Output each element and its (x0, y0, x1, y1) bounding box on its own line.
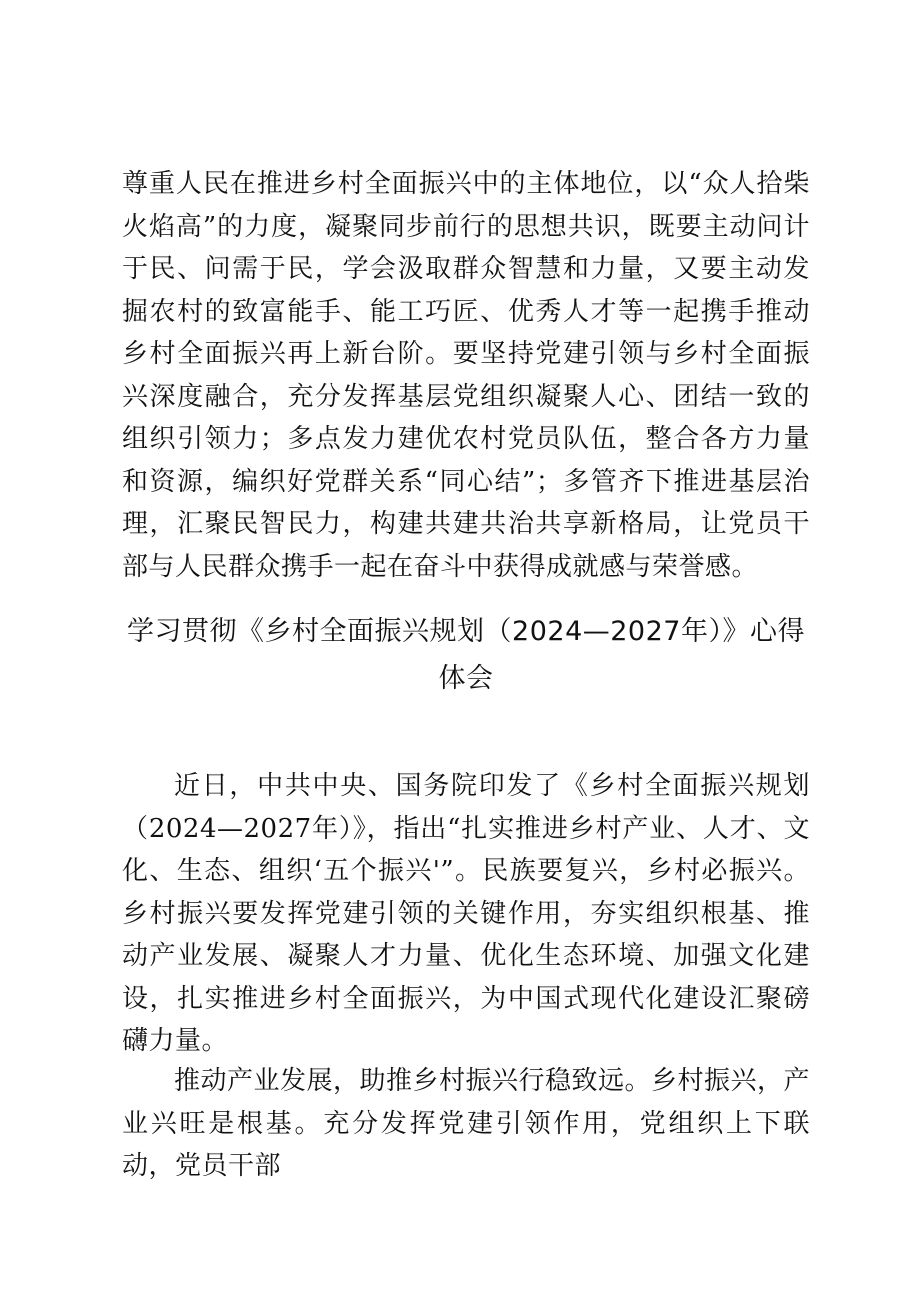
body-paragraph-continued: 尊重人民在推进乡村全面振兴中的主体地位，以“众人拾柴火焰高”的力度，凝聚同步前行的思想共识，既要主动问计于民、问需于民，学会汲取群众智慧和力量，又要主动发掘农村的致富能手、能工巧匠、优秀人才等一起携手推动乡村全面振兴再上新台阶。要坚持党建引领与乡村全面振兴深度融合，充分发挥基层党组织凝聚人心、团结一致的组织引领力；多点发力建优农村党员队伍，整合各方力量和资源，编织好党群关系“同心结”；多管齐下推进基层治理，汇聚民智民力，构建共建共治共享新格局，让党员干部与人民群众携手一起在奋斗中获得成就感与荣誉感。 (122, 169, 810, 582)
body-paragraph-industry: 推动产业发展，助推乡村振兴行稳致远。乡村振兴，产业兴旺是根基。充分发挥党建引领作用，党组织上下联动，党员干部 (122, 1066, 811, 1181)
document-title: 学习贯彻《乡村全面振兴规划（2024—2027年）》心得体会 (127, 616, 805, 694)
body-paragraph-intro: 近日，中共中央、国务院印发了《乡村全面振兴规划（2024—2027年）》，指出“扎实推进乡村产业、人才、文化、生态、组织‘五个振兴'”。民族要复兴，乡村必振兴。乡村振兴要发挥党建引领的关键作用，夯实组织根基、推动产业发展、凝聚人才力量、优化生态环境、加强文化建设，扎实推进乡村全面振兴，为中国式现代化建设汇聚磅礴力量。 (122, 771, 810, 1056)
